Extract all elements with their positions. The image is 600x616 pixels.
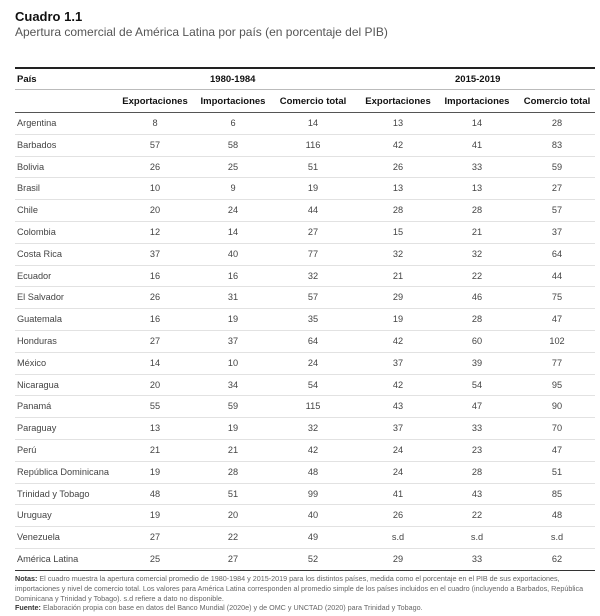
value-cell: 19	[149, 466, 161, 477]
value-cell: 102	[549, 335, 565, 346]
source-text: Elaboración propia con base en datos del Banco Mundial (2020e) y de OMC y UNCTAD (2020) para Trinidad y Tobago.	[40, 603, 423, 613]
value-cell: 13	[392, 118, 404, 128]
table-row	[15, 157, 595, 179]
value-cell: 20	[149, 379, 161, 390]
value-cell: 49	[307, 532, 319, 543]
value-cell: 59	[551, 161, 563, 172]
table-row	[15, 331, 595, 353]
value-cell: 15	[392, 226, 404, 237]
value-cell: 44	[307, 205, 319, 216]
column-header: Exportaciones	[365, 96, 431, 107]
table-row	[15, 135, 595, 157]
value-cell: 37	[149, 248, 161, 259]
value-cell: 20	[227, 510, 239, 521]
value-cell: 25	[227, 161, 239, 172]
table-row	[15, 462, 595, 484]
value-cell: 24	[392, 444, 404, 455]
value-cell: 31	[227, 292, 239, 303]
country-cell: Colombia	[17, 226, 56, 237]
source-paragraph	[15, 603, 595, 613]
table-row	[15, 244, 595, 266]
table-notes	[15, 574, 595, 613]
value-cell: 16	[149, 314, 161, 325]
value-cell: 58	[227, 139, 239, 150]
value-cell: 28	[227, 466, 239, 477]
country-cell: Honduras	[17, 335, 57, 346]
value-cell: 46	[471, 292, 483, 303]
value-cell: 33	[471, 553, 483, 564]
data-table	[15, 67, 595, 571]
value-cell: 51	[551, 466, 563, 477]
value-cell: 54	[471, 379, 483, 390]
country-cell: El Salvador	[17, 292, 64, 303]
table-subtitle: Apertura comercial de América Latina por país (en porcentaje del PIB)	[15, 25, 388, 39]
value-cell: 99	[307, 488, 319, 499]
value-cell: 20	[149, 205, 161, 216]
value-cell: 13	[471, 183, 483, 194]
value-cell: 42	[307, 444, 319, 455]
value-cell: 43	[392, 401, 404, 412]
value-cell: 52	[307, 553, 319, 564]
country-cell: Uruguay	[17, 510, 52, 521]
value-cell: 47	[471, 401, 483, 412]
country-cell: Bolivia	[17, 161, 45, 172]
value-cell: 42	[392, 139, 404, 150]
column-header: Importaciones	[444, 96, 510, 107]
value-cell: 24	[307, 357, 319, 368]
value-cell: 16	[149, 270, 161, 281]
column-header: Exportaciones	[122, 96, 188, 107]
value-cell: 29	[392, 553, 404, 564]
value-cell: 116	[305, 139, 321, 150]
value-cell: 37	[551, 226, 563, 237]
value-cell: 48	[149, 488, 161, 499]
value-cell: 95	[551, 379, 563, 390]
table-row	[15, 549, 595, 571]
value-cell: 28	[471, 205, 483, 216]
country-cell: Costa Rica	[17, 248, 62, 259]
value-cell: s.d	[470, 532, 484, 543]
period-header-2015-2019: 2015-2019	[455, 74, 501, 85]
value-cell: 21	[227, 444, 239, 455]
value-cell: 34	[227, 379, 239, 390]
value-cell: 27	[551, 183, 563, 194]
value-cell: 26	[149, 161, 161, 172]
value-cell: 41	[471, 139, 483, 150]
value-cell: 24	[227, 205, 239, 216]
value-cell: 21	[392, 270, 404, 281]
value-cell: 85	[551, 488, 563, 499]
country-cell: Nicaragua	[17, 379, 59, 390]
value-cell: 27	[149, 335, 161, 346]
value-cell: 22	[227, 532, 239, 543]
column-header: Comercio total	[523, 96, 591, 107]
column-header: Comercio total	[279, 96, 347, 107]
table-row	[15, 440, 595, 462]
value-cell: 21	[471, 226, 483, 237]
value-cell: 42	[392, 335, 404, 346]
value-cell: 27	[227, 553, 239, 564]
value-cell: 28	[392, 205, 404, 216]
value-cell: 22	[471, 270, 483, 281]
value-cell: 41	[392, 488, 404, 499]
value-cell: 37	[392, 357, 404, 368]
value-cell: 57	[551, 205, 563, 216]
country-cell: Argentina	[17, 118, 57, 128]
country-cell: Panamá	[17, 401, 52, 412]
value-cell: 32	[471, 248, 483, 259]
value-cell: 19	[149, 510, 161, 521]
value-cell: 32	[392, 248, 404, 259]
value-cell: 54	[307, 379, 319, 390]
value-cell: s.d	[391, 532, 405, 543]
value-cell: 12	[149, 226, 161, 237]
value-cell: 32	[307, 270, 319, 281]
value-cell: 14	[149, 357, 161, 368]
value-cell: 77	[551, 357, 563, 368]
value-cell: 35	[307, 314, 319, 325]
table-row	[15, 505, 595, 527]
country-cell: Barbados	[17, 139, 57, 150]
value-cell: 75	[551, 292, 563, 303]
period-header-1980-1984: 1980-1984	[210, 74, 256, 85]
value-cell: 27	[307, 226, 319, 237]
value-cell: 27	[149, 532, 161, 543]
value-cell: 42	[392, 379, 404, 390]
table-row	[15, 266, 595, 288]
value-cell: 24	[392, 466, 404, 477]
value-cell: 14	[307, 118, 319, 128]
value-cell: 55	[149, 401, 161, 412]
value-cell: 9	[230, 183, 236, 194]
table-row	[15, 309, 595, 331]
value-cell: 83	[551, 139, 563, 150]
notes-label: Notas:	[15, 574, 38, 583]
value-cell: 39	[471, 357, 483, 368]
table-row	[15, 222, 595, 244]
value-cell: 59	[227, 401, 239, 412]
value-cell: 14	[227, 226, 239, 237]
value-cell: 64	[307, 335, 319, 346]
value-cell: 10	[227, 357, 239, 368]
value-cell: 77	[307, 248, 319, 259]
value-cell: 37	[227, 335, 239, 346]
table-header-periods	[15, 67, 595, 90]
value-cell: 28	[551, 118, 563, 128]
notes-paragraph	[15, 574, 595, 603]
value-cell: 51	[307, 161, 319, 172]
country-cell: Venezuela	[17, 532, 60, 543]
value-cell: 21	[149, 444, 161, 455]
value-cell: 47	[551, 314, 563, 325]
country-cell: Chile	[17, 205, 38, 216]
value-cell: 33	[471, 161, 483, 172]
country-cell: Perú	[17, 444, 37, 455]
value-cell: 40	[307, 510, 319, 521]
value-cell: 115	[305, 401, 321, 412]
country-cell: Ecuador	[17, 270, 52, 281]
value-cell: 6	[230, 118, 236, 128]
value-cell: 19	[227, 423, 239, 434]
value-cell: 44	[551, 270, 563, 281]
value-cell: 10	[149, 183, 161, 194]
country-cell: Paraguay	[17, 423, 57, 434]
value-cell: 47	[551, 444, 563, 455]
source-label: Fuente:	[15, 603, 41, 613]
table-title: Cuadro 1.1	[15, 9, 83, 24]
value-cell: 25	[149, 553, 161, 564]
table-row	[15, 484, 595, 506]
table-row	[15, 396, 595, 418]
value-cell: 40	[227, 248, 239, 259]
value-cell: 26	[149, 292, 161, 303]
value-cell: 48	[551, 510, 563, 521]
table-header-columns	[15, 90, 595, 113]
table-row	[15, 113, 595, 135]
value-cell: 8	[152, 118, 158, 128]
value-cell: 26	[392, 510, 404, 521]
value-cell: 57	[149, 139, 161, 150]
country-cell: República Dominicana	[17, 466, 109, 477]
country-column-header: País	[17, 74, 37, 85]
value-cell: 90	[551, 401, 563, 412]
value-cell: 70	[551, 423, 563, 434]
value-cell: 64	[551, 248, 563, 259]
value-cell: 51	[227, 488, 239, 499]
value-cell: 13	[149, 423, 161, 434]
value-cell: 57	[307, 292, 319, 303]
value-cell: 28	[471, 314, 483, 325]
value-cell: 14	[471, 118, 483, 128]
value-cell: 19	[392, 314, 404, 325]
value-cell: 26	[392, 161, 404, 172]
table-row	[15, 287, 595, 309]
value-cell: 60	[471, 335, 483, 346]
table-row	[15, 178, 595, 200]
value-cell: 16	[227, 270, 239, 281]
value-cell: 48	[307, 466, 319, 477]
table-row	[15, 527, 595, 549]
value-cell: 29	[392, 292, 404, 303]
value-cell: 37	[392, 423, 404, 434]
table-row	[15, 418, 595, 440]
value-cell: s.d	[550, 532, 564, 543]
value-cell: 13	[392, 183, 404, 194]
table-body	[15, 113, 595, 571]
value-cell: 19	[307, 183, 319, 194]
value-cell: 22	[471, 510, 483, 521]
value-cell: 32	[307, 423, 319, 434]
table-row	[15, 200, 595, 222]
country-cell: Trinidad y Tobago	[17, 488, 90, 499]
value-cell: 23	[471, 444, 483, 455]
value-cell: 33	[471, 423, 483, 434]
column-header: Importaciones	[200, 96, 266, 107]
value-cell: 62	[551, 553, 563, 564]
table-row	[15, 353, 595, 375]
value-cell: 43	[471, 488, 483, 499]
country-cell: México	[17, 357, 47, 368]
notes-text: El cuadro muestra la apertura comercial promedio de 1980-1984 y 2015-2019 para los distintos países, medida como el porcentaje en el PIB de sus exportaciones, importaciones y nivel de comercio total. Los valores para América Latina corresponden al promedio simple de los países incluidos en el cuadro (incluyendo a Barbados, República Dominicana y Trinidad y Tobago). s.d refiere a dato no disponible.	[15, 574, 584, 603]
value-cell: 28	[471, 466, 483, 477]
value-cell: 19	[227, 314, 239, 325]
country-cell: América Latina	[17, 553, 79, 564]
country-cell: Brasil	[17, 183, 40, 194]
table-row	[15, 375, 595, 397]
country-cell: Guatemala	[17, 314, 62, 325]
